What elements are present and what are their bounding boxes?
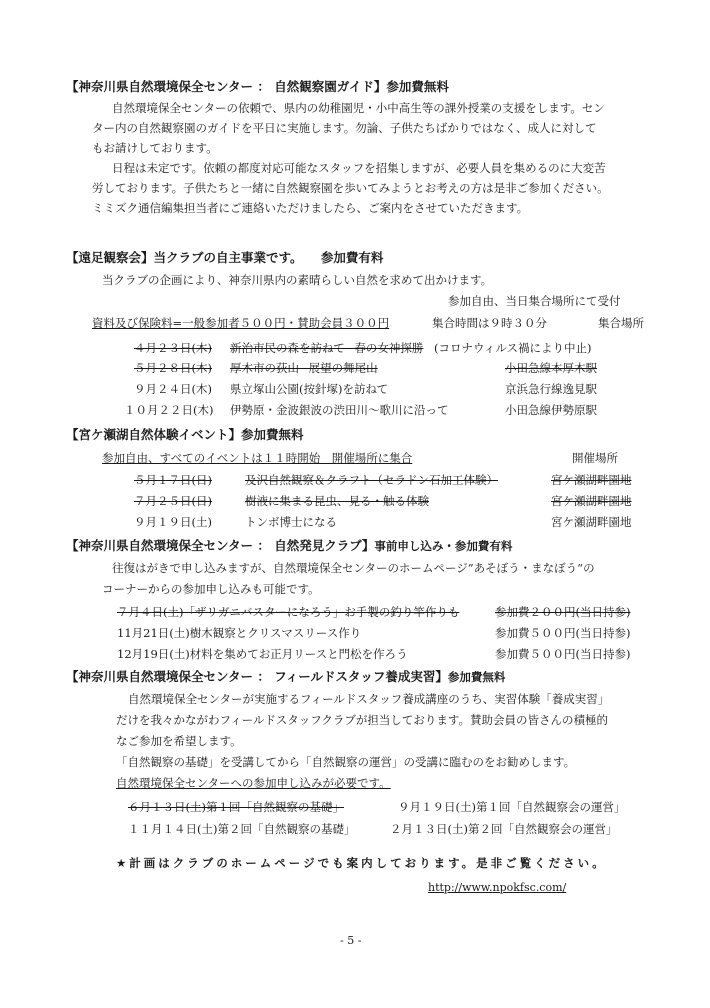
schedule-item: ６月１３日(土)第１回「自然観察の基礎」 <box>128 800 344 814</box>
event-fee: 参加費５００円(当日持参) <box>495 626 631 640</box>
event-text: 12月19日(土)材料を集めてお正月リースと門松を作ろう <box>117 647 408 661</box>
event-date: ４月２３日(木) <box>134 341 212 355</box>
note-line: 参加自由、当日集合場所にて受付 <box>448 294 621 308</box>
heading-text: 【遠足観察会】当クラブの自主事業です。 <box>66 250 303 265</box>
section-heading-discovery <box>66 539 512 553</box>
event-date: ５月２８日(木) <box>134 361 212 375</box>
event-date: ９月２４日(木) <box>134 382 212 396</box>
event-place: 小田急線伊勢原駅 <box>505 403 597 417</box>
paragraph-line: 自然環境保全センターの依頼で、県内の幼稚園児・小中高生等の課外授業の支援をします。セン <box>112 101 605 115</box>
place-head: 集合場所 <box>598 316 644 330</box>
footer-note: ★計画はクラブのホームページでも案内しております。是非ご覧ください。 <box>116 856 607 870</box>
paragraph-line: コーナーからの参加申し込みも可能です。 <box>102 582 320 596</box>
section-heading-excursion <box>66 251 383 265</box>
note-line <box>102 451 666 465</box>
event-place: 小田急線本厚木駅 <box>505 361 597 375</box>
fee-text: 資料及び保険料=一般参加者５００円・賛助会員３００円 <box>92 316 390 330</box>
event-title: 伊勢原・金波銀波の渋田川〜歌川に沿って <box>230 403 449 417</box>
heading-fee: 参加費有料 <box>320 250 384 265</box>
event-place: 京浜急行線逸見駅 <box>505 382 597 396</box>
paragraph-line: だけを我々かながわフィールドスタッフクラブが担当しております。賛助会員の皆さんの積極的 <box>116 713 608 727</box>
event-date: ９月１９日(土) <box>134 515 212 529</box>
fee-line <box>92 316 666 330</box>
paragraph-line: 往復はがきで申し込みますが、自然環境保全センターのホームページ”あそぼう・まなぼう“の <box>112 561 595 575</box>
heading-text: 【神奈川県自然環境保全センター ： フィールドスタッフ養成実習】 <box>66 669 448 684</box>
event-title: 県立塚山公園(按針塚)を訪ねて <box>230 382 389 396</box>
paragraph-line: 「自然観察の基礎」を受講してから「自然観察の運営」の受講に臨むのをお勧めします。 <box>116 755 576 769</box>
event-title: 樹液に集まる昆虫、見る・触る体験 <box>245 494 429 508</box>
heading-tail: 事前申し込み・参加費有料 <box>374 539 513 553</box>
paragraph-line: なご参加を希望します。 <box>116 734 242 748</box>
schedule-item: ９月１９日(土)第１回「自然観察会の運営」 <box>398 800 626 814</box>
paragraph-line: 労しております。子供たちと一緒に自然観察園を歩いてみようとお考えの方は是非ご参加ください。 <box>92 181 609 195</box>
schedule-item: ２月１３日(土)第２回「自然観察会の運営」 <box>390 822 618 836</box>
event-place: (コロナウィルス禍により中止) <box>434 341 592 355</box>
paragraph-line: もお請けしております。 <box>92 141 218 155</box>
event-place: 宮ケ瀬湖畔園地 <box>551 473 632 487</box>
heading-tail: 参加費無料 <box>447 670 506 684</box>
note-text: 参加自由、すべてのイベントは１１時開始 開催場所に集合 <box>102 451 413 465</box>
time-text: 集合時間は９時３０分 <box>432 316 547 330</box>
paragraph-line: 自然環境保全センターが実施するフィールドスタッフ養成講座のうち、実習体験「養成実習」 <box>128 692 610 706</box>
event-place: 宮ケ瀬湖畔園地 <box>551 515 632 529</box>
homepage-link[interactable]: http://www.npokfsc.com/ <box>428 881 567 894</box>
heading-text: 【神奈川県自然環境保全センター ： 自然発見クラブ】 <box>66 538 375 553</box>
paragraph-line: 日程は未定です。依頼の都度対応可能なスタッフを招集しますが、必要人員を集めるのに大変苦 <box>112 161 606 175</box>
paragraph-line: ター内の自然観察園のガイドを平日に実施します。勿論、子供たちばかりではなく、成人に対して <box>92 121 597 135</box>
section-heading-field-staff <box>66 670 505 684</box>
event-date: ５月１７日(日) <box>134 473 212 487</box>
event-title: 厚木市の荻山−展望の舞尾山 <box>230 361 378 375</box>
schedule-item: １１月１４日(土)第２回「自然観察の基礎」 <box>128 822 356 836</box>
event-date: ７月２５日(日) <box>134 494 212 508</box>
section-heading-guide: 【神奈川県自然環境保全センター ： 自然観察園ガイド】参加費無料 <box>66 79 449 94</box>
paragraph-line: ミミズク通信編集担当者にご連絡いただけましたら、ご案内をさせていただきます。 <box>92 201 529 215</box>
event-fee: 参加費２００円(当日持参) <box>495 605 631 619</box>
event-place: 宮ケ瀬湖畔園地 <box>551 494 632 508</box>
event-title: トンボ博士になる <box>245 515 337 529</box>
paragraph-line: 自然環境保全センターへの参加申し込みが必要です。 <box>116 776 391 790</box>
event-text: ７月４日(土)「ザリガニバスターになろう」お手製の釣り竿作りも <box>117 605 460 619</box>
page-number: - 5 - <box>340 934 362 947</box>
paragraph-line: 当クラブの企画により、神奈川県内の素晴らしい自然を求めて出かけます。 <box>102 273 493 287</box>
event-text: 11月21日(土)樹木観察とクリスマスリース作り <box>117 626 362 640</box>
section-heading-miyagase: 【宮ケ瀬湖自然体験イベント】参加費無料 <box>66 427 304 442</box>
event-title: 新治市民の森を訪ねて−春の女神探勝 <box>230 341 424 355</box>
event-fee: 参加費５００円(当日持参) <box>495 647 631 661</box>
place-head: 開催場所 <box>572 451 618 465</box>
event-date: １０月２２日(木) <box>124 403 214 417</box>
event-title: 及沢自然観察＆クラフト（セラドン石加工体験） <box>245 473 498 487</box>
